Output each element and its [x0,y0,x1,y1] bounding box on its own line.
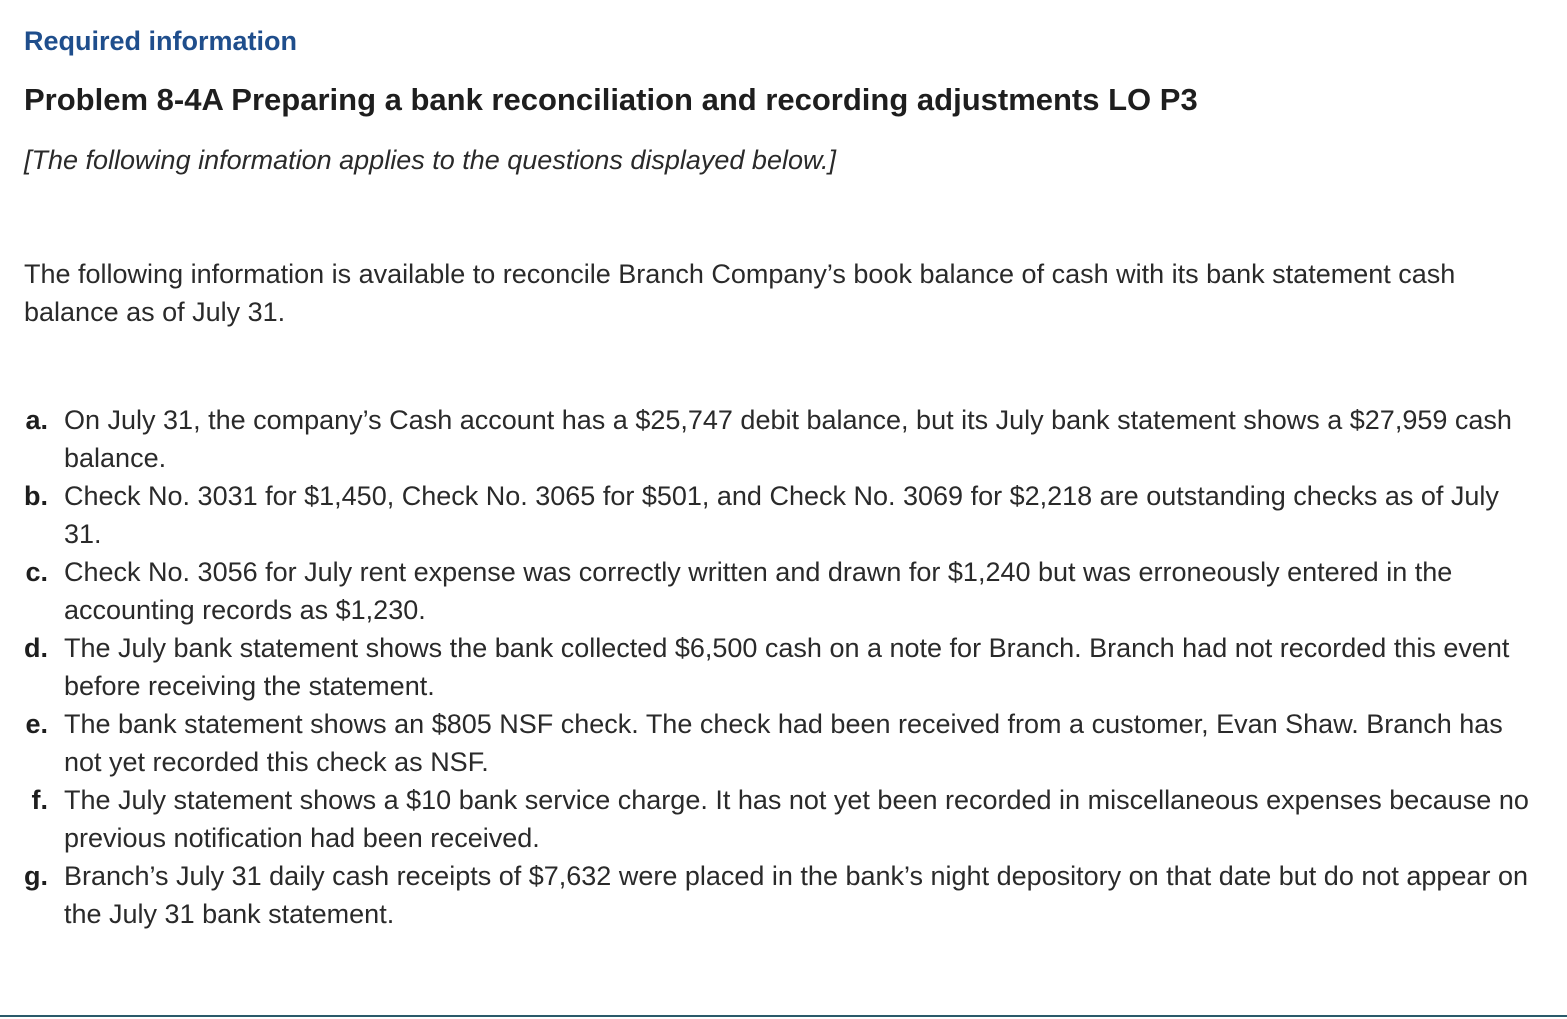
list-item-letter: d. [24,633,48,663]
list-item-text: The bank statement shows an $805 NSF check. The check had been received from a customer, Evan Shaw. Branch has not yet recorded this check as NSF. [64,709,1503,777]
list-item-b [0,477,1540,553]
list-item-c [0,553,1540,629]
intro-paragraph: The following information is available to reconcile Branch Company’s book balance of cash with its bank statement cash balance as of July 31. [24,259,1456,327]
list-item-letter: b. [24,481,48,511]
information-list [0,401,1540,933]
list-item-letter: c. [25,557,48,587]
problem-title: Problem 8-4A Preparing a bank reconciliation and recording adjustments LO P3 [24,82,1198,117]
list-item-text: On July 31, the company’s Cash account has a $25,747 debit balance, but its July bank statement shows a $27,959 cash balance. [64,405,1512,473]
bottom-divider [0,1015,1567,1017]
list-item-text: Branch’s July 31 daily cash receipts of $7,632 were placed in the bank’s night depository on that date but do not appear on the July 31 bank statement. [64,861,1528,929]
list-item-letter: f. [31,785,48,815]
list-item-letter: g. [24,861,48,891]
list-item-text: Check No. 3056 for July rent expense was correctly written and drawn for $1,240 but was erroneously entered in the accounting records as $1,230. [64,557,1453,625]
list-item-d [0,629,1540,705]
required-information-heading: Required information [24,26,298,56]
list-item-letter: e. [25,709,48,739]
list-item-text: Check No. 3031 for $1,450, Check No. 3065 for $501, and Check No. 3069 for $2,218 are outstanding checks as of July 31. [64,481,1499,549]
list-item-text: The July statement shows a $10 bank service charge. It has not yet been recorded in miscellaneous expenses because no previous notification had been received. [64,785,1529,853]
list-item-a [0,401,1540,477]
problem-subtitle: [The following information applies to the questions displayed below.] [24,145,836,175]
list-item-g [0,857,1540,933]
list-item-letter: a. [25,405,48,435]
list-item-text: The July bank statement shows the bank collected $6,500 cash on a note for Branch. Branch had not recorded this event before receiving the statement. [64,633,1510,701]
list-item-e [0,705,1540,781]
list-item-f [0,781,1540,857]
